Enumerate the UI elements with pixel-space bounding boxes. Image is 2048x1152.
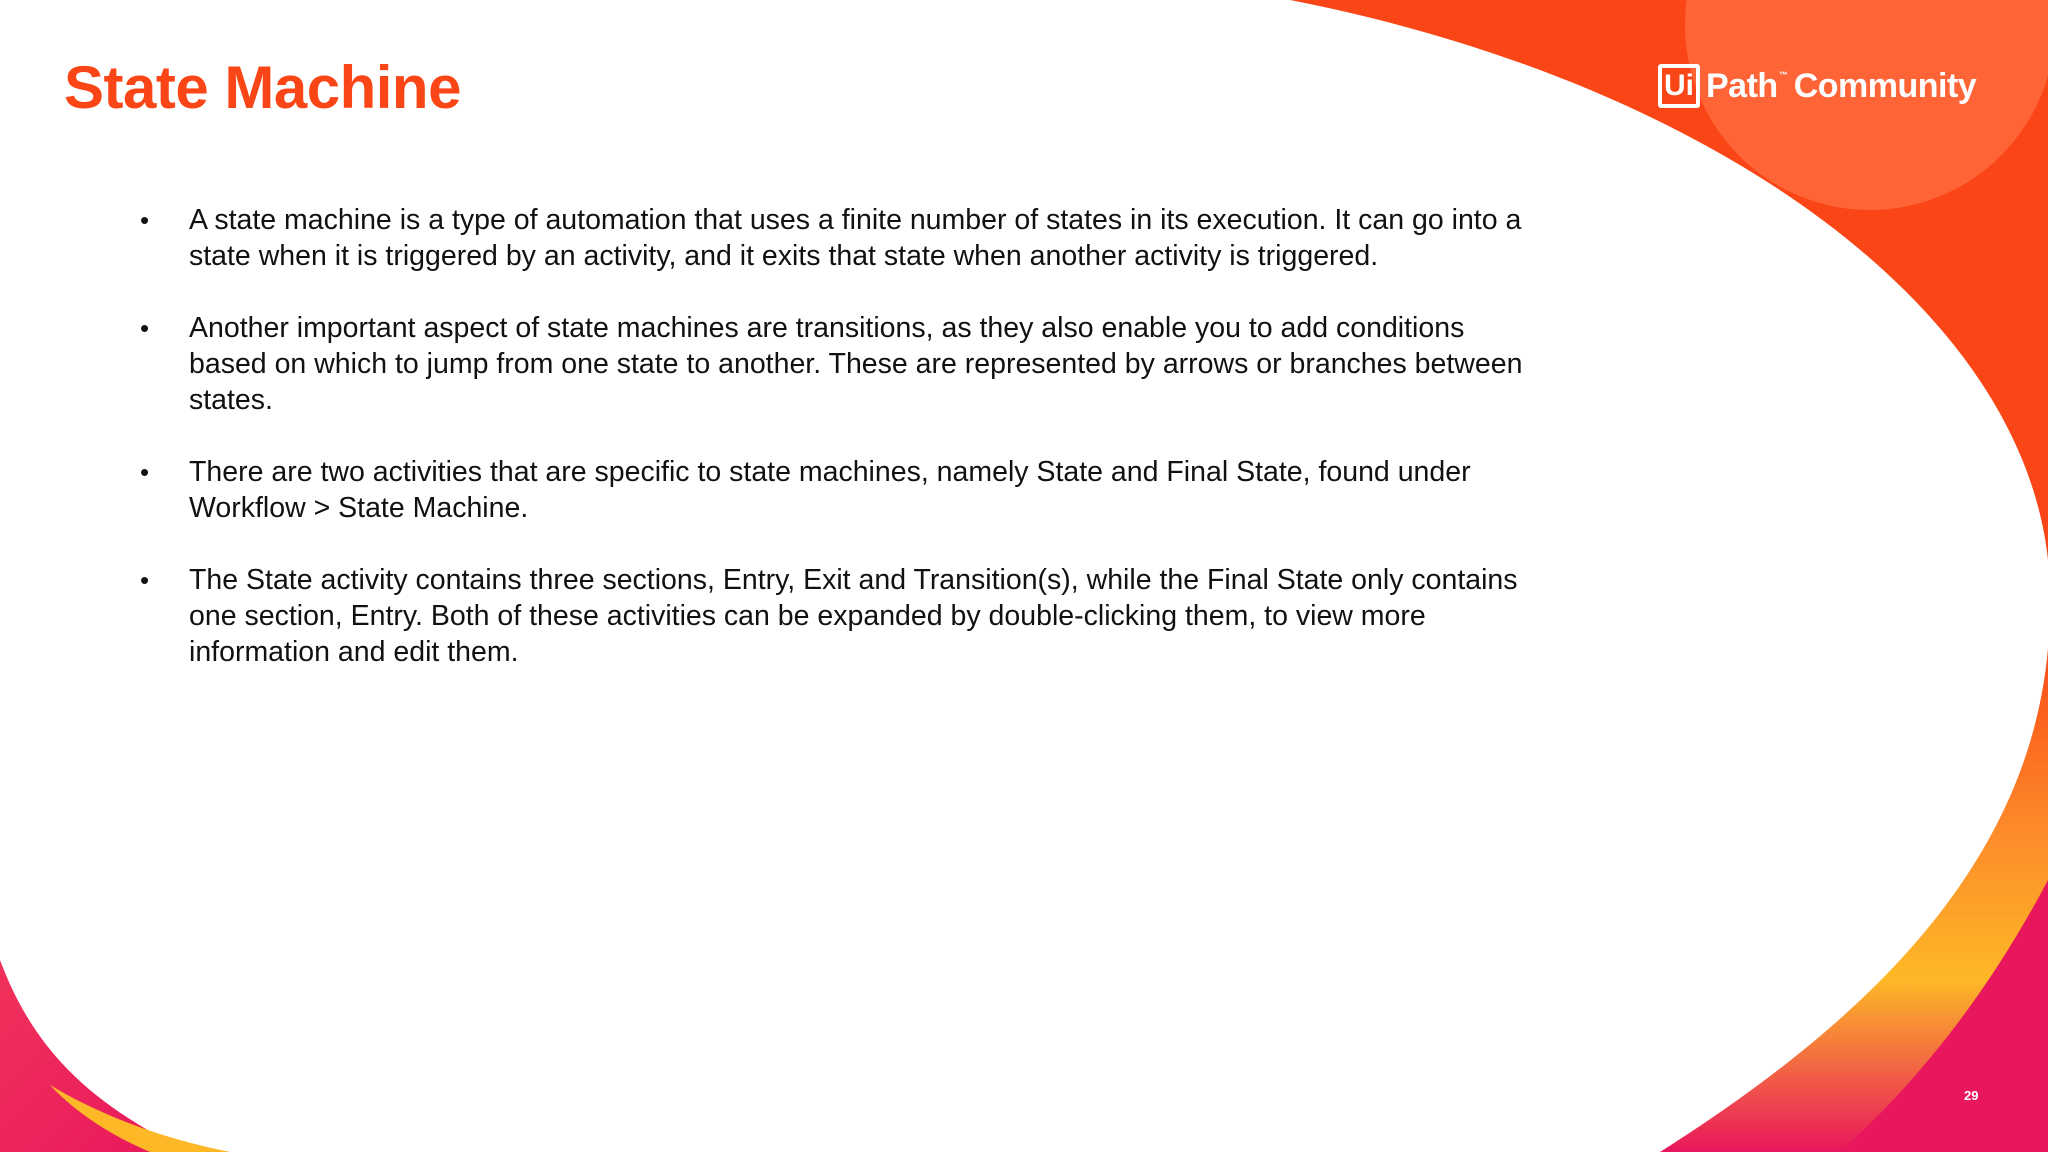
bullet-item (140, 562, 1540, 670)
bullet-marker: • (140, 205, 150, 235)
bullet-marker: • (140, 457, 150, 487)
bullet-item (140, 454, 1540, 526)
bullet-text: There are two activities that are specific to state machines, namely State and Final State, found under Workflow > State Machine. (189, 456, 1471, 524)
logo-ui-box: Ui (1658, 64, 1700, 108)
bullet-marker: • (140, 313, 150, 343)
bullet-marker: • (140, 565, 150, 595)
logo-path-text: Path (1706, 66, 1778, 105)
page-number: 29 (1964, 1088, 1979, 1103)
bullet-text: A state machine is a type of automation that uses a finite number of states in its execution. It can go into a state when it is triggered by an activity, and it exits that state when another activity is triggered. (189, 204, 1522, 272)
bullet-text: The State activity contains three sections, Entry, Exit and Transition(s), while the Final State only contains one section, Entry. Both of these activities can be expanded by double-clicking them, to view more information and edit them. (189, 564, 1518, 668)
logo-community-text: Community (1793, 66, 1977, 105)
logo-trademark: ™ (1778, 70, 1788, 80)
bullet-list (140, 202, 1540, 706)
bullet-item (140, 310, 1540, 418)
bullet-text: Another important aspect of state machines are transitions, as they also enable you to add conditions based on which to jump from one state to another. These are represented by arrows or branches between states. (189, 312, 1523, 416)
bullet-item (140, 202, 1540, 274)
uipath-community-logo (1658, 60, 1976, 112)
bottom-left-swoosh (0, 960, 190, 1152)
slide-title: State Machine (64, 54, 461, 121)
